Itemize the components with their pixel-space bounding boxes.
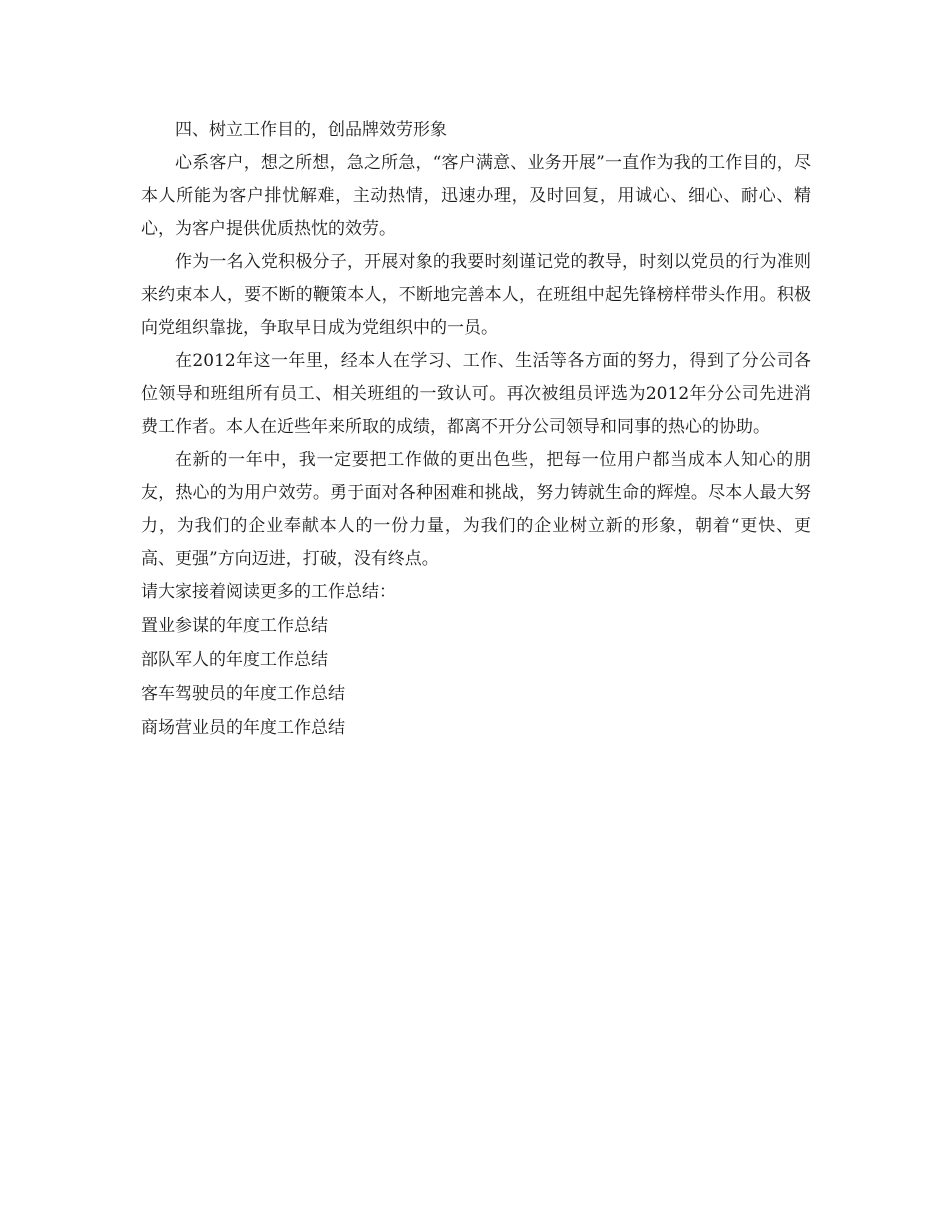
paragraph-new-year: 在新的一年中，我一定要把工作做的更出色些，把每一位用户都当成本人知心的朋友，热心的为用户效劳。勇于面对各种困难和挑战，努力铸就生命的辉煌。尽本人最大努力，为我们的企业奉献本人的一份力量，为我们的企业树立新的形象，朝着“更快、更高、更强”方向迈进，打破，没有终点。 xyxy=(141,450,811,569)
related-link[interactable]: 商场营业员的年度工作总结 xyxy=(141,718,345,738)
section-heading: 四、树立工作目的，创品牌效劳形象 xyxy=(175,120,447,140)
paragraph-party-activist: 作为一名入党积极分子，开展对象的我要时刻谨记党的教导，时刻以党员的行为准则来约束本人，要不断的鞭策本人，不断地完善本人，在班组中起先锋榜样带头作用。积极向党组织靠拢，争取早日成为党组织中的一员。 xyxy=(141,252,811,338)
paragraph-2012-review: 在2012年这一年里，经本人在学习、工作、生活等各方面的努力，得到了分公司各位领导和班组所有员工、相关班组的一致认可。再次被组员评选为2012年分公司先进消费工作者。本人在近些年来所取的成绩，都离不开分公司领导和同事的热心的协助。 xyxy=(141,351,811,437)
paragraph-customer-goal: 心系客户，想之所想，急之所急，“客户满意、业务开展”一直作为我的工作目的，尽本人所能为客户排忧解难，主动热情，迅速办理，及时回复，用诚心、细心、耐心、精心，为客户提供优质热忱的效劳。 xyxy=(141,153,811,239)
related-link[interactable]: 客车驾驶员的年度工作总结 xyxy=(141,684,345,704)
related-link[interactable]: 置业参谋的年度工作总结 xyxy=(141,616,328,636)
related-reading xyxy=(141,576,811,745)
document-page xyxy=(141,114,811,745)
related-link[interactable]: 部队军人的年度工作总结 xyxy=(141,650,328,670)
more-reading-prompt: 请大家接着阅读更多的工作总结： xyxy=(141,582,396,602)
